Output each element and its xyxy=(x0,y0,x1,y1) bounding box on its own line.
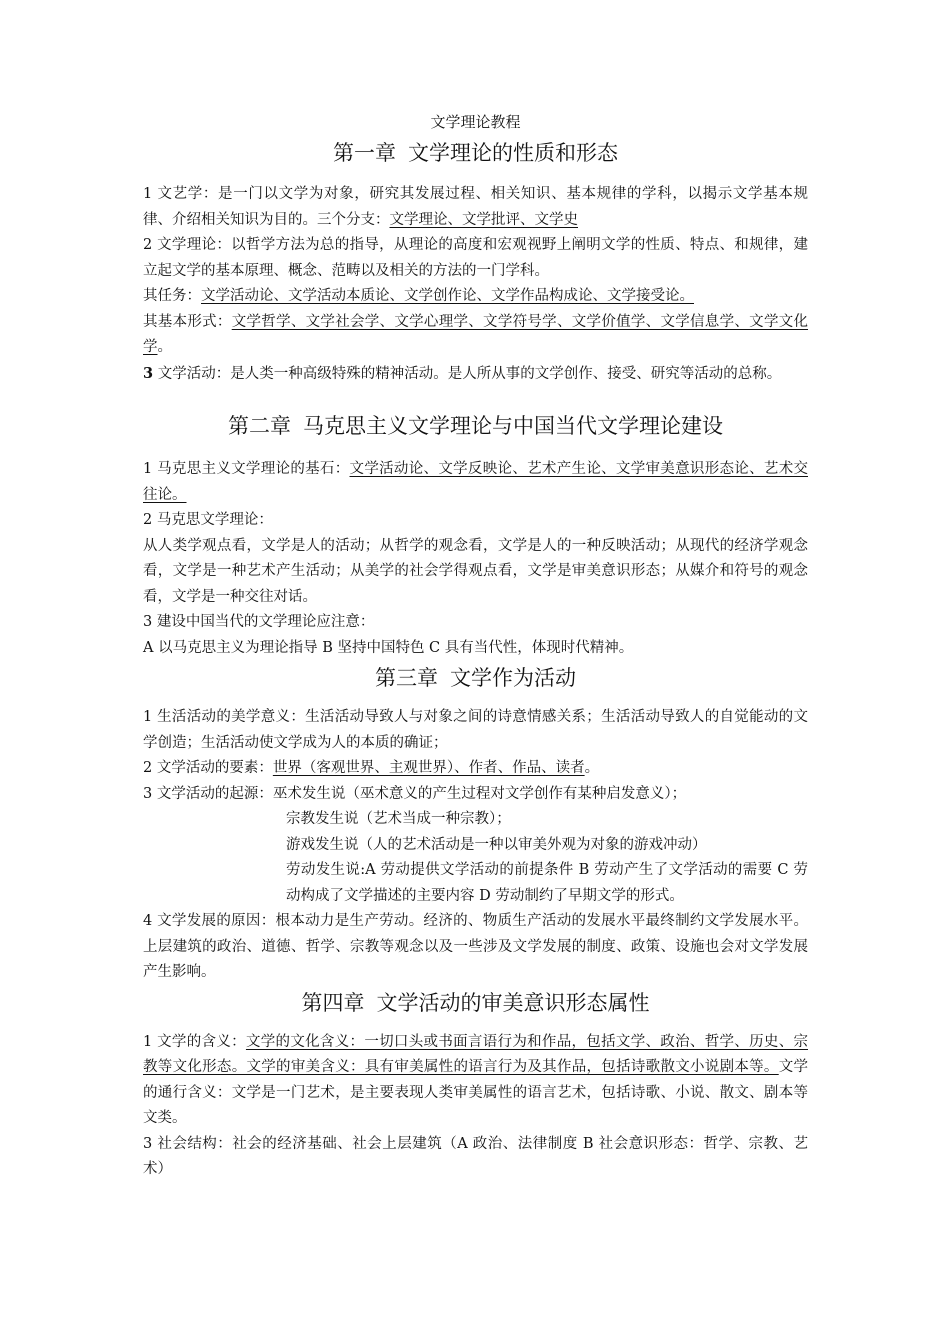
ch4-para-1: 1 文学的含义：文学的文化含义：一切口头或书面言语行为和作品，包括文学、政治、哲学、历史、宗教等文化形态。文学的审美含义：具有审美属性的语言行为及其作品，包括诗歌散文小说剧本等。文学的通行含义：文学是一门艺术，是主要表现人类审美属性的语言艺术，包括诗歌、小说、散文、剧本等文类。 xyxy=(143,1033,809,1126)
ch3-para-7: 4 文学发展的原因：根本动力是生产劳动。经济的、物质生产活动的发展水平最终制约文学发展水平。上层建筑的政治、道德、哲学、宗教等观念以及一些涉及文学发展的制度、政策、设施也会对文学发展产生影响。 xyxy=(143,913,808,980)
ch4-meanings: 文学的文化含义：一切口头或书面言语行为和作品，包括文学、政治、哲学、历史、宗教等文化形态。文学的审美含义：具有审美属性的语言行为及其作品，包括诗歌散文小说剧本等。 xyxy=(143,1033,808,1075)
chapter-1-title: 文学理论的性质和形态 xyxy=(408,141,618,165)
document-title: 文学理论教程 xyxy=(430,113,521,131)
ch1-para-4: 其基本形式：文学哲学、文学社会学、文学心理学、文学符号学、文学价值学、文学信息学、文学文化学。 xyxy=(143,313,809,355)
chapter-3-title: 文学作为活动 xyxy=(450,666,576,690)
ch1-para-1: 1 文艺学：是一门以文学为对象，研究其发展过程、相关知识、基本规律的学科，以揭示文学基本规律、介绍相关知识为目的。三个分支：文学理论、文学批评、文学史 xyxy=(143,186,808,228)
ch2-para-3: 从人类学观点看，文学是人的活动；从哲学的观念看，文学是人的一种反映活动；从现代的经济学观念看，文学是一种艺术产生活动；从美学的社会学得观点看，文学是审美意识形态；从媒介和符号的观念看，文学是一种交往对话。 xyxy=(143,537,808,605)
ch3-elements: 世界（客观世界、主观世界）、作者、作品、读者 xyxy=(272,760,585,776)
ch3-para-6: 劳动发生说:A 劳动提供文学活动的前提条件 B 劳动产生了文学活动的需要 C 劳动构成了文学描述的主要内容 D 劳动制约了早期文学的形式。 xyxy=(286,862,808,904)
chapter-4-title: 文学活动的审美意识形态属性 xyxy=(376,990,650,1015)
ch1-tasks: 文学活动论、文学活动本质论、文学创作论、文学作品构成论、文学接受论。 xyxy=(201,288,694,304)
ch3-para-5: 游戏发生说（人的艺术活动是一种以审美外观为对象的游戏冲动） xyxy=(286,836,707,853)
document-page xyxy=(143,112,808,1183)
chapter-2-title: 马克思主义文学理论与中国当代文学理论建设 xyxy=(303,414,723,438)
ch4-para-2: 3 社会结构：社会的经济基础、社会上层建筑（A 政治、法律制度 B 社会意识形态：哲学、宗教、艺术） xyxy=(143,1135,808,1177)
ch1-forms: 文学哲学、文学社会学、文学心理学、文学符号学、文学价值学、文学信息学、文学文化学 xyxy=(143,313,809,355)
chapter-2-number: 第二章 xyxy=(228,414,291,438)
chapter-1-number: 第一章 xyxy=(333,141,396,165)
chapter-4-number: 第四章 xyxy=(301,990,365,1015)
ch2-para-4: 3 建设中国当代的文学理论应注意： xyxy=(143,614,375,630)
ch1-para-3: 其任务：文学活动论、文学活动本质论、文学创作论、文学作品构成论、文学接受论。 xyxy=(143,288,694,304)
chapter-2-heading xyxy=(143,411,808,441)
ch2-para-5: A 以马克思主义为理论指导 B 坚持中国特色 C 具有当代性，体现时代精神。 xyxy=(143,639,634,656)
ch1-para-2: 2 文学理论：以哲学方法为总的指导，从理论的高度和宏观视野上阐明文学的性质、特点、和规律，建立起文学的基本原理、概念、范畴以及相关的方法的一门学科。 xyxy=(143,237,808,279)
ch3-para-1: 1 生活活动的美学意义：生活活动导致人与对象之间的诗意情感关系；生活活动导致人的自觉能动的文学创造；生活活动使文学成为人的本质的确证； xyxy=(143,709,808,751)
ch3-para-2: 2 文学活动的要素：世界（客观世界、主观世界）、作者、作品、读者。 xyxy=(143,760,600,776)
ch1-para-5: 3 文学活动：是人类一种高级特殊的精神活动。是人所从事的文学创作、接受、研究等活动的总称。 xyxy=(143,364,782,382)
ch2-para-2: 2 马克思文学理论： xyxy=(143,512,273,528)
ch3-para-4: 宗教发生说（艺术当成一种宗教）； xyxy=(286,811,511,827)
ch2-foundations: 文学活动论、文学反映论、艺术产生论、文学审美意识形态论、艺术交往论。 xyxy=(143,461,808,503)
ch1-branches: 文学理论、文学批评、文学史 xyxy=(389,211,578,228)
ch2-para-1: 1 马克思主义文学理论的基石：文学活动论、文学反映论、艺术产生论、文学审美意识形态论、艺术交往论。 xyxy=(143,461,808,503)
ch3-para-3: 3 文学活动的起源：巫术发生说（巫术意义的产生过程对文学创作有某种启发意义）； xyxy=(143,785,687,802)
chapter-3-number: 第三章 xyxy=(375,666,438,690)
chapter-1-heading xyxy=(143,138,808,168)
chapter-4-heading xyxy=(143,988,808,1018)
chapter-3-heading xyxy=(143,663,808,693)
